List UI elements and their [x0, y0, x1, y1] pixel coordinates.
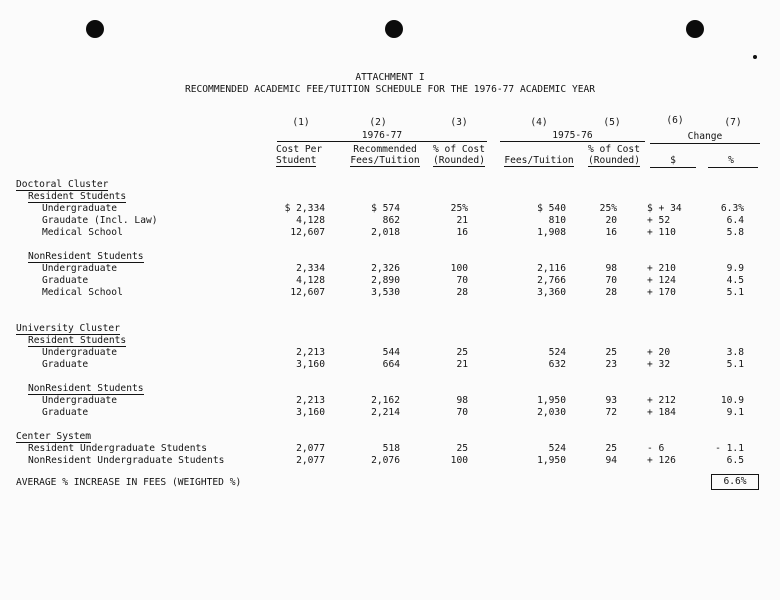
col-num-7: (7) — [724, 117, 742, 128]
cell-col6: + 170 — [647, 287, 676, 298]
cell-col3: 28 — [456, 287, 468, 298]
cell-col2: 2,162 — [371, 395, 400, 406]
row-label: Graduate — [42, 275, 89, 286]
cell-col7: 5.1 — [726, 287, 744, 298]
cell-col2: $ 574 — [371, 203, 400, 214]
cell-col4: 2,030 — [537, 407, 566, 418]
row-label: Graduate — [42, 359, 89, 370]
average-increase-label: AVERAGE % INCREASE IN FEES (WEIGHTED %) — [16, 477, 242, 488]
cell-col5: 70 — [605, 275, 617, 286]
cell-col7: 6.3% — [720, 203, 744, 214]
col6-rule — [650, 167, 696, 168]
cell-col3: 70 — [456, 275, 468, 286]
cell-col5: 20 — [605, 215, 617, 226]
col-num-6: (6) — [666, 115, 684, 126]
punch-hole-right — [686, 20, 704, 38]
cell-col7: 9.9 — [726, 263, 744, 274]
cell-col2: 862 — [382, 215, 400, 226]
cell-col1: 2,334 — [296, 263, 325, 274]
cell-col1: 3,160 — [296, 359, 325, 370]
group-change-rule — [650, 143, 760, 144]
col-num-4: (4) — [530, 117, 548, 128]
subsection-heading: NonResident Students — [28, 251, 144, 262]
cell-col1: 4,128 — [296, 215, 325, 226]
cell-col7: 9.1 — [726, 407, 744, 418]
cell-col6: + 126 — [647, 455, 676, 466]
cell-col5: 25 — [605, 347, 617, 358]
cell-col5: 25 — [605, 443, 617, 454]
cell-col3: 16 — [456, 227, 468, 238]
cell-col2: 2,326 — [371, 263, 400, 274]
cell-col3: 100 — [450, 263, 468, 274]
cell-col5: 23 — [605, 359, 617, 370]
cell-col2: 2,018 — [371, 227, 400, 238]
cell-col7: 5.1 — [726, 359, 744, 370]
cell-col1: $ 2,334 — [284, 203, 325, 214]
cell-col7: 5.8 — [726, 227, 744, 238]
col-num-1: (1) — [292, 117, 310, 128]
cell-col6: $ + 34 — [647, 203, 682, 214]
cell-col5: 16 — [605, 227, 617, 238]
row-label: Graduate — [42, 407, 89, 418]
section-heading: University Cluster — [16, 323, 120, 334]
row-label: Undergraduate — [42, 263, 118, 274]
row-label: Undergraduate — [42, 347, 118, 358]
punch-hole-center — [385, 20, 403, 38]
cell-col3: 25 — [456, 347, 468, 358]
section-heading: Center System — [16, 431, 92, 442]
cell-col3: 21 — [456, 215, 468, 226]
cell-col6: + 210 — [647, 263, 676, 274]
group-1976-77-rule — [277, 141, 487, 142]
cell-col1: 12,607 — [290, 287, 325, 298]
cell-col6: + 110 — [647, 227, 676, 238]
cell-col3: 98 — [456, 395, 468, 406]
cell-col5: 93 — [605, 395, 617, 406]
cell-col4: 524 — [548, 443, 566, 454]
col3-header: % of Cost (Rounded) — [433, 144, 485, 166]
cell-col4: 1,908 — [537, 227, 566, 238]
cell-col3: 100 — [450, 455, 468, 466]
cell-col5: 25% — [599, 203, 617, 214]
col2-header: Recommended Fees/Tuition — [350, 144, 420, 166]
cell-col2: 3,530 — [371, 287, 400, 298]
col7-rule — [708, 167, 758, 168]
cell-col4: 524 — [548, 347, 566, 358]
col6-header: $ — [670, 155, 676, 166]
ink-speck — [753, 55, 757, 59]
cell-col7: 6.4 — [726, 215, 744, 226]
cell-col5: 28 — [605, 287, 617, 298]
cell-col6: + 124 — [647, 275, 676, 286]
row-label: NonResident Undergraduate Students — [28, 455, 225, 466]
cell-col2: 518 — [382, 443, 400, 454]
cell-col6: + 32 — [647, 359, 671, 370]
cell-col5: 98 — [605, 263, 617, 274]
col-num-3: (3) — [450, 117, 468, 128]
cell-col3: 70 — [456, 407, 468, 418]
subsection-heading: Resident Students — [28, 335, 127, 346]
subsection-heading: NonResident Students — [28, 383, 144, 394]
subsection-heading: Resident Students — [28, 191, 127, 202]
cell-col4: 3,360 — [537, 287, 566, 298]
average-increase-value: 6.6% — [711, 474, 759, 490]
col-num-2: (2) — [369, 117, 387, 128]
group-1975-76: 1975-76 — [552, 130, 593, 141]
cell-col4: 2,766 — [537, 275, 566, 286]
cell-col7: 4.5 — [726, 275, 744, 286]
row-label: Medical School — [42, 227, 123, 238]
cell-col4: 2,116 — [537, 263, 566, 274]
cell-col1: 2,077 — [296, 455, 325, 466]
cell-col1: 3,160 — [296, 407, 325, 418]
cell-col1: 2,213 — [296, 347, 325, 358]
cell-col2: 2,214 — [371, 407, 400, 418]
cell-col2: 544 — [382, 347, 400, 358]
cell-col2: 664 — [382, 359, 400, 370]
cell-col5: 72 — [605, 407, 617, 418]
cell-col1: 2,213 — [296, 395, 325, 406]
cell-col4: 632 — [548, 359, 566, 370]
cell-col6: - 6 — [647, 443, 665, 454]
row-label: Medical School — [42, 287, 123, 298]
cell-col4: 1,950 — [537, 455, 566, 466]
col4-header: Fees/Tuition — [504, 155, 574, 166]
group-1976-77: 1976-77 — [361, 130, 403, 141]
row-label: Graudate (Incl. Law) — [42, 215, 158, 226]
cell-col1: 4,128 — [296, 275, 325, 286]
cell-col3: 25% — [450, 203, 468, 214]
cell-col2: 2,076 — [371, 455, 400, 466]
cell-col7: 3.8 — [726, 347, 744, 358]
group-1975-76-rule — [500, 141, 645, 142]
cell-col2: 2,890 — [371, 275, 400, 286]
row-label: Undergraduate — [42, 203, 118, 214]
col7-header: % — [728, 155, 734, 166]
cell-col1: 12,607 — [290, 227, 325, 238]
cell-col4: $ 540 — [537, 203, 566, 214]
cell-col6: + 20 — [647, 347, 671, 358]
attachment-label: ATTACHMENT I — [355, 72, 425, 83]
col1-header: Cost Per Student — [276, 144, 323, 166]
cell-col3: 25 — [456, 443, 468, 454]
cell-col5: 94 — [605, 455, 617, 466]
punch-hole-left — [86, 20, 104, 38]
cell-col6: + 184 — [647, 407, 676, 418]
cell-col3: 21 — [456, 359, 468, 370]
row-label: Resident Undergraduate Students — [28, 443, 208, 454]
cell-col6: + 52 — [647, 215, 671, 226]
document-title: RECOMMENDED ACADEMIC FEE/TUITION SCHEDULE FOR THE 1976-77 ACADEMIC YEAR — [184, 84, 596, 95]
cell-col1: 2,077 — [296, 443, 325, 454]
col-num-5: (5) — [603, 117, 621, 128]
cell-col7: 10.9 — [720, 395, 744, 406]
row-label: Undergraduate — [42, 395, 118, 406]
section-heading: Doctoral Cluster — [16, 179, 109, 190]
col5-header: % of Cost (Rounded) — [588, 144, 640, 166]
cell-col7: - 1.1 — [715, 443, 744, 454]
cell-col4: 1,950 — [537, 395, 566, 406]
cell-col4: 810 — [548, 215, 566, 226]
cell-col7: 6.5 — [726, 455, 744, 466]
cell-col6: + 212 — [647, 395, 676, 406]
group-change: Change — [687, 131, 723, 142]
